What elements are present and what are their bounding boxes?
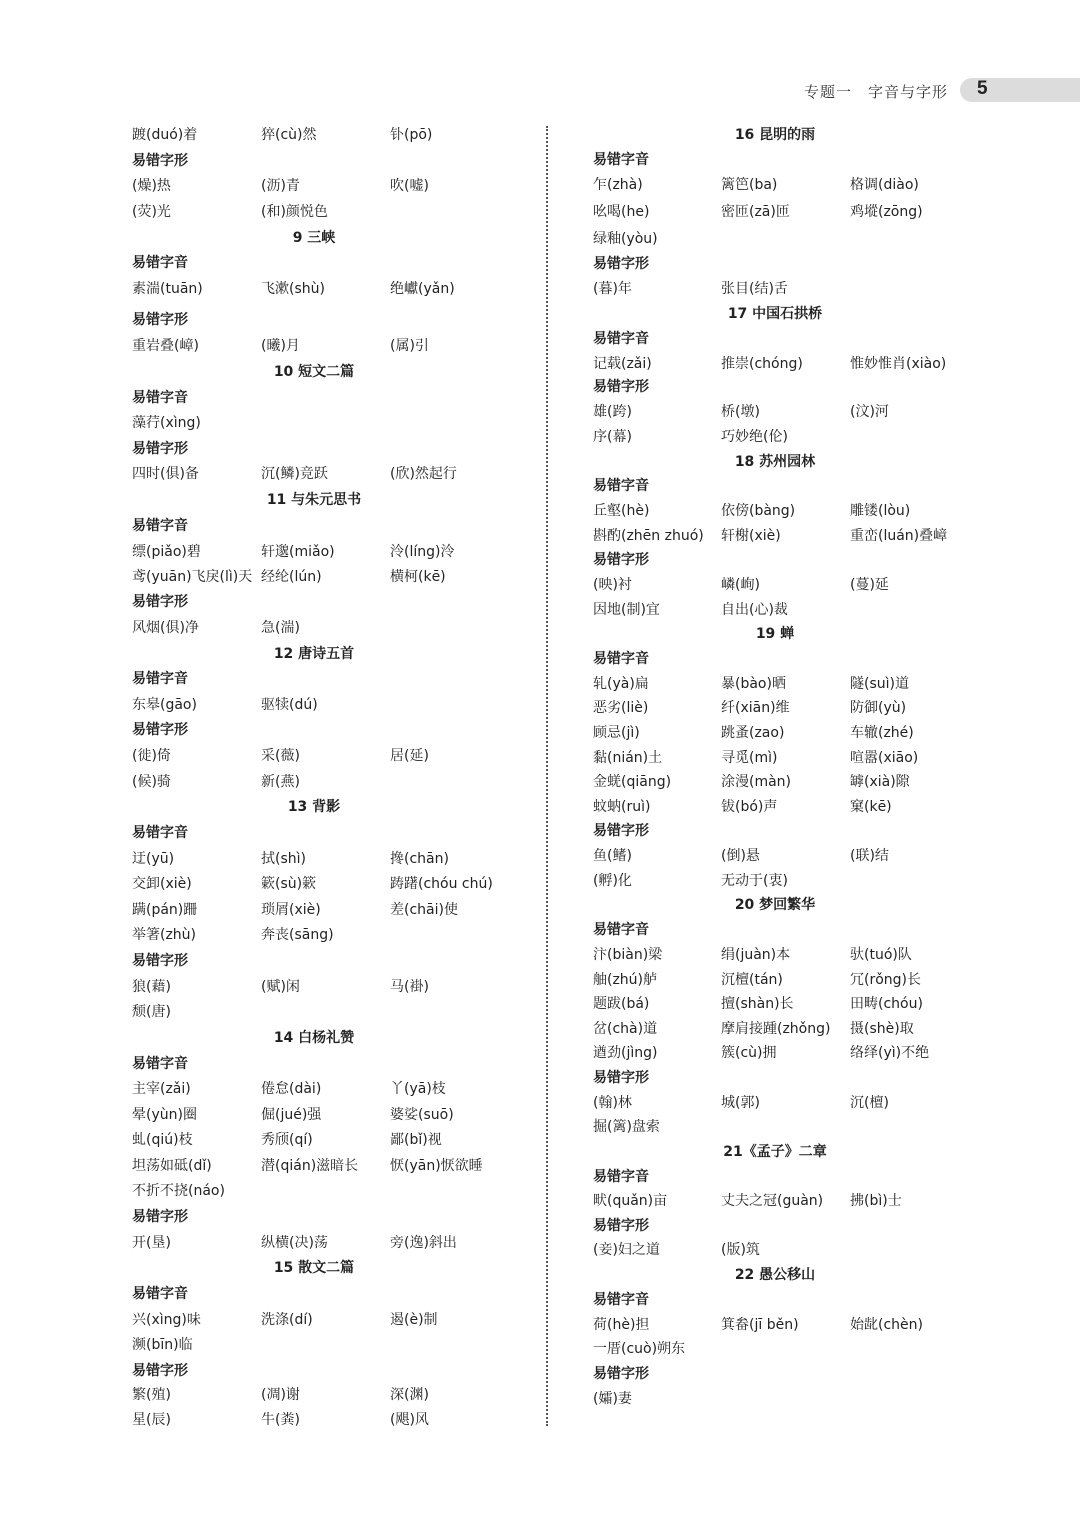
word-entry: 嶙(峋): [721, 577, 760, 593]
word-entry: 车辙(zhé): [850, 725, 914, 741]
category-label: 易错字形: [132, 312, 188, 328]
lesson-title: 17 中国石拱桥: [727, 306, 823, 322]
word-entry: 雕镂(lòu): [850, 503, 911, 519]
category-label: 易错字形: [132, 594, 188, 610]
word-entry: (暮)年: [593, 281, 632, 297]
word-entry: 纵横(决)荡: [261, 1235, 328, 1251]
word-entry: 张目(结)舌: [721, 281, 788, 297]
word-entry: 一厝(cuò)朔东: [593, 1341, 686, 1357]
word-entry: 潜(qián)滋暗长: [261, 1158, 359, 1174]
word-entry: 摄(shè)取: [850, 1021, 914, 1037]
word-entry: 举箸(zhù): [132, 927, 197, 943]
category-label: 易错字形: [132, 441, 188, 457]
section-title: 专题一 字音与字形: [803, 83, 948, 101]
category-label: 易错字音: [593, 478, 649, 494]
word-entry: (孀)妻: [593, 1391, 632, 1407]
word-entry: (蔓)延: [850, 577, 889, 593]
page-number: 5: [977, 78, 988, 99]
word-entry: 婆娑(suō): [390, 1107, 454, 1123]
word-entry: 繁(殖): [132, 1387, 171, 1403]
word-entry: 暴(bào)晒: [721, 676, 786, 692]
word-entry: 桥(墩): [721, 404, 760, 420]
word-entry: 轩榭(xiè): [721, 528, 781, 544]
word-entry: (沥)青: [261, 178, 300, 194]
word-entry: 拭(shì): [261, 851, 306, 867]
word-entry: 喧嚣(xiāo): [850, 750, 919, 766]
word-entry: (倒)悬: [721, 848, 760, 864]
lesson-title: 18 苏州园林: [734, 454, 816, 470]
word-entry: 寻觅(mì): [721, 750, 778, 766]
word-entry: 序(幕): [593, 429, 632, 445]
word-entry: 经纶(lún): [261, 569, 322, 585]
word-entry: 居(延): [390, 748, 429, 764]
lesson-title: 11 与朱元思书: [266, 492, 362, 508]
category-label: 易错字形: [593, 256, 649, 272]
word-entry: 风烟(俱)净: [132, 620, 199, 636]
word-entry: (徙)倚: [132, 748, 171, 764]
word-entry: 雄(跨): [593, 404, 632, 420]
word-entry: 采(薇): [261, 748, 300, 764]
word-entry: (欣)然起行: [390, 466, 457, 482]
word-entry: 交卸(xiè): [132, 876, 192, 892]
word-entry: (版)筑: [721, 1242, 760, 1258]
word-entry: 驱犊(dú): [261, 697, 318, 713]
word-entry: 踱(duó)着: [132, 127, 198, 143]
category-label: 易错字形: [593, 823, 649, 839]
page-header: [0, 78, 1080, 104]
word-entry: 泠(líng)泠: [390, 544, 455, 560]
word-entry: 横柯(kē): [390, 569, 446, 585]
word-entry: 推崇(chóng): [721, 356, 803, 372]
word-entry: 绢(juàn)本: [721, 947, 791, 963]
word-entry: 沉檀(tán): [721, 972, 783, 988]
lesson-title: 15 散文二篇: [273, 1260, 355, 1276]
word-entry: 鸢(yuān)飞戾(lì)天: [132, 569, 253, 585]
word-entry: 猝(cù)然: [261, 127, 317, 143]
word-entry: (汶)河: [850, 404, 889, 420]
lesson-title: 13 背影: [287, 799, 341, 815]
word-entry: 兴(xìng)味: [132, 1312, 201, 1328]
word-entry: 防御(yù): [850, 700, 907, 716]
word-entry: 罅(xià)隙: [850, 774, 910, 790]
lesson-title: 9 三峡: [292, 230, 336, 246]
word-entry: (凋)谢: [261, 1387, 300, 1403]
category-label: 易错字音: [132, 825, 188, 841]
category-label: 易错字音: [593, 152, 649, 168]
word-entry: 搀(chān): [390, 851, 449, 867]
word-entry: 黏(nián)土: [593, 750, 663, 766]
word-entry: (孵)化: [593, 873, 632, 889]
word-entry: (属)引: [390, 338, 429, 354]
word-entry: 重岩叠(嶂): [132, 338, 199, 354]
category-label: 易错字形: [593, 1070, 649, 1086]
word-entry: 因地(制)宜: [593, 602, 660, 618]
word-entry: (翰)林: [593, 1095, 632, 1111]
word-entry: 田畴(chóu): [850, 996, 923, 1012]
word-entry: 差(chāi)使: [390, 902, 458, 918]
word-entry: 始龀(chèn): [850, 1317, 923, 1333]
word-entry: 开(垦): [132, 1235, 171, 1251]
category-label: 易错字音: [593, 922, 649, 938]
lesson-title: 21《孟子》二章: [723, 1144, 827, 1160]
lesson-title: 22 愚公移山: [734, 1267, 816, 1283]
category-label: 易错字形: [593, 1218, 649, 1234]
word-entry: 摩肩接踵(zhǒng): [721, 1021, 831, 1037]
category-label: 易错字形: [132, 722, 188, 738]
word-entry: 丈夫之冠(guàn): [721, 1193, 824, 1209]
word-entry: (曦)月: [261, 338, 300, 354]
word-entry: 纤(xiān)维: [721, 700, 790, 716]
word-entry: 狼(藉): [132, 979, 171, 995]
word-entry: 遏(è)制: [390, 1312, 438, 1328]
word-entry: 吹(嘘): [390, 178, 429, 194]
word-entry: 巧妙绝(伦): [721, 429, 788, 445]
word-entry: 深(渊): [390, 1387, 429, 1403]
word-entry: 藻荇(xìng): [132, 415, 201, 431]
word-entry: 恶劣(liè): [593, 700, 649, 716]
word-entry: 鸡㙡(zōng): [850, 204, 923, 220]
word-entry: 虬(qiú)枝: [132, 1132, 193, 1148]
word-entry: 自出(心)裁: [721, 602, 788, 618]
word-entry: (候)骑: [132, 774, 171, 790]
word-entry: 隧(suì)道: [850, 676, 909, 692]
word-entry: 丘壑(hè): [593, 503, 650, 519]
word-entry: 新(燕): [261, 774, 300, 790]
word-entry: 旁(逸)斜出: [390, 1235, 457, 1251]
word-entry: 格调(diào): [850, 177, 919, 193]
category-label: 易错字音: [593, 651, 649, 667]
word-entry: 题跋(bá): [593, 996, 650, 1012]
word-entry: 擅(shàn)长: [721, 996, 794, 1012]
word-entry: 重峦(luán)叠嶂: [850, 528, 948, 544]
word-entry: 沉(鳞)竞跃: [261, 466, 328, 482]
word-entry: 濒(bīn)临: [132, 1337, 193, 1353]
word-entry: 恹(yān)恹欲睡: [390, 1158, 483, 1174]
category-label: 易错字音: [132, 255, 188, 271]
category-label: 易错字音: [132, 390, 188, 406]
lesson-title: 19 蝉: [755, 626, 795, 642]
word-entry: (飓)风: [390, 1412, 429, 1428]
word-entry: 不折不挠(náo): [132, 1183, 225, 1199]
word-entry: 掘(篱)盘索: [593, 1119, 660, 1135]
category-label: 易错字音: [132, 1286, 188, 1302]
word-entry: 钋(pō): [390, 127, 433, 143]
category-label: 易错字形: [593, 1366, 649, 1382]
word-entry: 依傍(bàng): [721, 503, 796, 519]
lesson-title: 12 唐诗五首: [273, 646, 355, 662]
word-entry: 沉(檀): [850, 1095, 889, 1111]
word-entry: 鄙(bǐ)视: [390, 1132, 442, 1148]
word-entry: 马(褂): [390, 979, 429, 995]
word-entry: 涂漫(màn): [721, 774, 792, 790]
word-entry: 驮(tuó)队: [850, 947, 912, 963]
word-entry: 簇(cù)拥: [721, 1045, 777, 1061]
word-entry: 蚊蚋(ruì): [593, 799, 651, 815]
word-entry: 蹒(pán)跚: [132, 902, 198, 918]
word-entry: 簌(sù)簌: [261, 876, 317, 892]
category-label: 易错字音: [593, 331, 649, 347]
category-label: 易错字形: [132, 953, 188, 969]
word-entry: 无动于(衷): [721, 873, 788, 889]
category-label: 易错字音: [593, 1169, 649, 1185]
word-entry: 络绎(yì)不绝: [850, 1045, 930, 1061]
word-entry: 奔丧(sāng): [261, 927, 334, 943]
word-entry: 绝巘(yǎn): [390, 281, 455, 297]
lesson-title: 20 梦回繁华: [734, 897, 816, 913]
word-entry: 轩邈(miǎo): [261, 544, 335, 560]
word-entry: 城(郭): [721, 1095, 760, 1111]
word-entry: 踌躇(chóu chú): [390, 876, 493, 892]
word-entry: 晕(yùn)圈: [132, 1107, 197, 1123]
word-entry: 金蜣(qiāng): [593, 774, 672, 790]
word-entry: (和)颜悦色: [261, 204, 328, 220]
word-entry: 飞漱(shù): [261, 281, 325, 297]
word-entry: 急(湍): [261, 620, 300, 636]
word-entry: 汴(biàn)梁: [593, 947, 663, 963]
word-entry: (燥)热: [132, 178, 171, 194]
category-label: 易错字音: [593, 1292, 649, 1308]
word-entry: 缥(piǎo)碧: [132, 544, 201, 560]
word-entry: 丫(yā)枝: [390, 1081, 446, 1097]
word-entry: 绿釉(yòu): [593, 231, 658, 247]
word-entry: 篱笆(ba): [721, 177, 778, 193]
word-entry: 洗涤(dí): [261, 1312, 313, 1328]
word-entry: 岔(chà)道: [593, 1021, 658, 1037]
word-entry: 顾忌(jì): [593, 725, 640, 741]
lesson-title: 14 白杨礼赞: [273, 1030, 355, 1046]
word-entry: 倔(jué)强: [261, 1107, 322, 1123]
category-label: 易错字形: [132, 1209, 188, 1225]
word-entry: 琐屑(xiè): [261, 902, 321, 918]
word-entry: (荧)光: [132, 204, 171, 220]
word-entry: 钹(bó)声: [721, 799, 778, 815]
word-entry: (联)结: [850, 848, 889, 864]
word-entry: 东皋(gāo): [132, 697, 197, 713]
word-entry: 颓(唐): [132, 1004, 171, 1020]
word-entry: 星(辰): [132, 1412, 171, 1428]
category-label: 易错字形: [593, 379, 649, 395]
word-entry: 舳(zhú)舻: [593, 972, 658, 988]
category-label: 易错字形: [593, 552, 649, 568]
word-entry: 窠(kē): [850, 799, 892, 815]
category-label: 易错字形: [132, 1363, 188, 1379]
word-entry: 拂(bì)士: [850, 1193, 902, 1209]
word-entry: 鱼(鳍): [593, 848, 632, 864]
word-entry: (赋)闲: [261, 979, 300, 995]
word-entry: 主宰(zǎi): [132, 1081, 191, 1097]
word-entry: 惟妙惟肖(xiào): [850, 356, 947, 372]
category-label: 易错字音: [132, 1056, 188, 1072]
word-entry: (映)衬: [593, 577, 632, 593]
word-entry: 斟酌(zhēn zhuó): [593, 528, 704, 544]
word-entry: 迂(yū): [132, 851, 175, 867]
word-entry: 跳蚤(zao): [721, 725, 785, 741]
column-divider: [546, 126, 548, 1426]
word-entry: 密匝(zā)匝: [721, 204, 790, 220]
word-entry: 记载(zǎi): [593, 356, 652, 372]
word-entry: 坦荡如砥(dǐ): [132, 1158, 212, 1174]
category-label: 易错字音: [132, 518, 188, 534]
word-entry: 倦怠(dài): [261, 1081, 322, 1097]
word-entry: 荷(hè)担: [593, 1317, 650, 1333]
word-entry: 牛(粪): [261, 1412, 300, 1428]
lesson-title: 10 短文二篇: [273, 364, 355, 380]
word-entry: 乍(zhà): [593, 177, 643, 193]
word-entry: 秀颀(qí): [261, 1132, 313, 1148]
category-label: 易错字形: [132, 153, 188, 169]
word-entry: 轧(yà)扁: [593, 676, 649, 692]
word-entry: 吆喝(he): [593, 204, 650, 220]
word-entry: 四时(俱)备: [132, 466, 199, 482]
word-entry: 畎(quǎn)亩: [593, 1193, 668, 1209]
word-entry: 遒劲(jìng): [593, 1045, 658, 1061]
word-entry: 素湍(tuān): [132, 281, 203, 297]
word-entry: 箕畚(jī běn): [721, 1317, 799, 1333]
word-entry: (妾)妇之道: [593, 1242, 660, 1258]
word-entry: 冗(rǒng)长: [850, 972, 922, 988]
category-label: 易错字音: [132, 671, 188, 687]
lesson-title: 16 昆明的雨: [734, 127, 816, 143]
